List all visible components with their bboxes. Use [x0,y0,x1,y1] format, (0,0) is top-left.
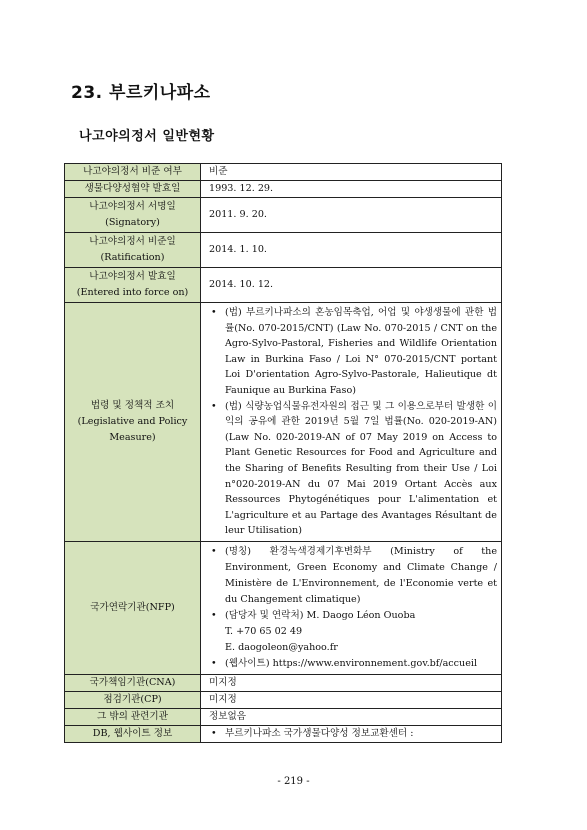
list-item: • (명칭) 환경녹색경제기후변화부 (Ministry of the Environment, Green Economy and Climate Change / Ministère de L'Environnement, de l'Economie verte et du Changement climatique) [225,544,497,608]
row-value: 미지정 [201,691,502,708]
page-number: - 219 - [277,776,310,787]
row-label: 그 밖의 관련기관 [65,708,201,725]
table-row [65,233,502,268]
contact-name: • (담당자 및 연락처) M. Daogo Léon Ouoba [225,609,416,621]
row-label-en: (Legislative and Policy Measure) [77,415,188,443]
table-row [65,181,502,198]
table-row [65,708,502,725]
row-value [201,303,502,542]
row-label: 점검기관(CP) [65,691,201,708]
table-row [65,691,502,708]
table-row [65,674,502,691]
row-label-ko: 나고야의정서 비준일 [89,236,176,247]
row-label-ko: 나고야의정서 발효일 [89,271,176,282]
contact-email: E. daogoleon@yahoo.fr [225,641,338,653]
row-value: 1993. 12. 29. [201,181,502,198]
row-label: 국가책임기관(CNA) [65,674,201,691]
list-item: • (법) 부르키나파소의 혼농임목축업, 어업 및 야생생물에 관한 법률(No. 070-2015/CNT) (Law No. 070-2015 / CNT on the Agro-Sylvo-Pastoral, Fisheries and Wildlife Orientation Law in Burkina Faso / Loi N° 070-2015/CNT portant Loi D'orientation Agro-Sylvo-Pastorale, Halieutique dt Faunique au Burkina Faso) [225,305,497,399]
list-item: • 부르키나파소 국가생물다양성 정보교환센터 : [225,726,497,742]
row-label-en: (Signatory) [105,217,160,228]
table-row [65,198,502,233]
row-value [201,541,502,674]
row-label [65,198,201,233]
row-value [201,725,502,742]
row-value: 정보없음 [201,708,502,725]
row-value: 2014. 1. 10. [201,233,502,268]
table-row-nfp [65,541,502,674]
page-title: 23. 부르키나파소 [71,83,211,103]
row-label [65,268,201,303]
legal-measures-list [209,305,497,539]
table-row [65,268,502,303]
row-label: 국가연락기관(NFP) [65,541,201,674]
row-label-en: (Ratification) [100,252,165,263]
row-value: 2014. 10. 12. [201,268,502,303]
row-label-ko: 법령 및 정책적 조치 [90,399,175,411]
row-value: 비준 [201,164,502,181]
contact-phone: T. +70 65 02 49 [225,625,303,637]
nfp-list [209,544,497,672]
list-item [225,608,497,656]
table-row [65,164,502,181]
table-row [65,725,502,742]
row-label-en: (Entered into force on) [76,287,189,298]
row-value: 2011. 9. 20. [201,198,502,233]
row-label [65,233,201,268]
list-item: • (법) 식량농업식물유전자원의 접근 및 그 이용으로부터 발생한 이익의 공유에 관한 2019년 5월 7일 법률(No. 020-2019-AN) (Law No. 020-2019-AN of 07 May 2019 on Access to Plant Genetic Resources for Food and Agriculture and the Sharing of Benefits Resulting from their Use / Loi n°020-2019-AN du 07 Mai 2019 Ortant Accès aux Ressources Phytogénétiques pour L'alimentation et L'agriculture et au Partage des Avantages Résultant de leur Utilisation) [225,399,497,539]
row-label: DB, 웹사이트 정보 [65,725,201,742]
row-value: 미지정 [201,674,502,691]
row-label: 생물다양성협약 발효일 [65,181,201,198]
section-title: 나고야의정서 일반현황 [79,129,215,144]
table-row-legal [65,303,502,542]
row-label-ko: 나고야의정서 서명일 [89,201,176,212]
nagoya-info-table [64,163,502,743]
db-list [209,726,497,742]
row-label [65,303,201,542]
list-item: • (웹사이트) https://www.environnement.gov.bf/accueil [225,656,497,672]
row-label: 나고야의정서 비준 여부 [65,164,201,181]
